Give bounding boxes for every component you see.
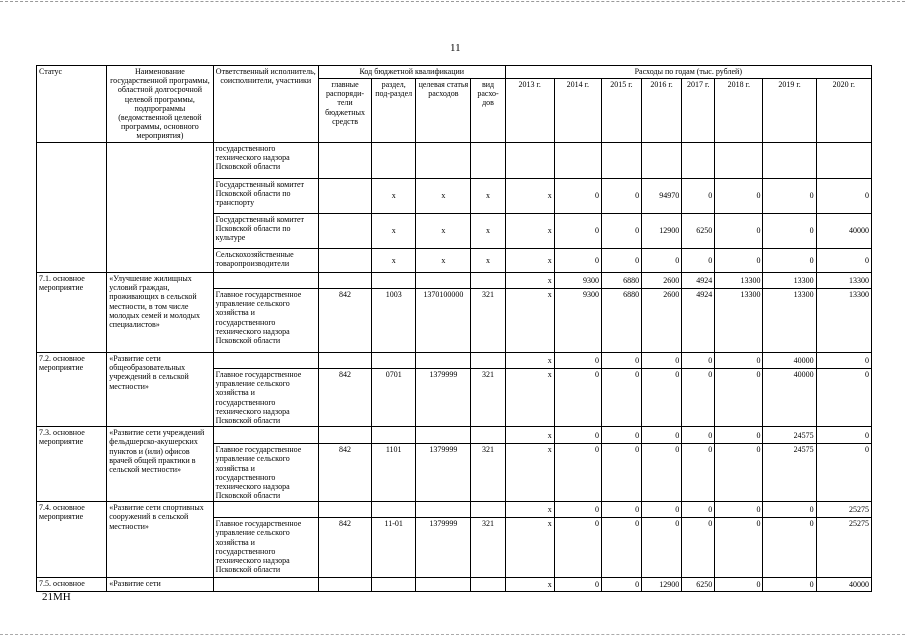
responsible-cell <box>213 502 318 518</box>
year-value-cell: 0 <box>554 214 601 249</box>
code-cell: 1379999 <box>416 369 471 427</box>
code-cell <box>318 179 371 214</box>
year-value-cell: x <box>505 502 554 518</box>
year-value-cell: 0 <box>715 353 763 369</box>
year-value-cell: 40000 <box>816 578 871 592</box>
year-value-cell: x <box>505 518 554 578</box>
year-value-cell: 0 <box>763 179 816 214</box>
code-cell <box>416 578 471 592</box>
year-value-cell: 0 <box>715 179 763 214</box>
code-cell: 1003 <box>372 289 416 353</box>
code-cell: x <box>416 179 471 214</box>
table-row <box>37 273 872 289</box>
year-value-cell: 13300 <box>816 273 871 289</box>
year-value-cell: 0 <box>816 179 871 214</box>
code-cell: x <box>471 214 505 249</box>
year-value-cell: 0 <box>816 444 871 502</box>
year-value-cell: 0 <box>763 249 816 273</box>
year-value-cell: 40000 <box>816 214 871 249</box>
code-cell: 0701 <box>372 369 416 427</box>
responsible-cell <box>213 427 318 444</box>
header-name: Наименование государственной программы, областной долгосрочной целевой программы, подпрограммы (ведомственной целевой программы, основного мероприятия) <box>107 66 213 143</box>
year-value-cell: 0 <box>554 369 601 427</box>
code-cell: 321 <box>471 518 505 578</box>
code-cell: 321 <box>471 289 505 353</box>
code-cell <box>372 353 416 369</box>
year-value-cell: 13300 <box>763 273 816 289</box>
code-cell: x <box>372 214 416 249</box>
table-row <box>37 427 872 444</box>
year-value-cell: 13300 <box>715 273 763 289</box>
name-cell: «Развитие сети <box>107 578 213 592</box>
year-value-cell: 0 <box>682 179 715 214</box>
document-code: 21МН <box>42 591 71 603</box>
year-value-cell: 6880 <box>601 289 641 353</box>
year-value-cell: x <box>505 578 554 592</box>
code-cell: x <box>416 214 471 249</box>
code-cell <box>318 214 371 249</box>
header-expenses-group: Расходы по годам (тыс. рублей) <box>505 66 871 79</box>
year-value-cell <box>554 143 601 179</box>
responsible-cell <box>213 353 318 369</box>
year-value-cell: 0 <box>554 353 601 369</box>
responsible-cell <box>213 273 318 289</box>
year-value-cell: x <box>505 249 554 273</box>
code-cell <box>318 353 371 369</box>
year-value-cell <box>816 143 871 179</box>
year-value-cell: 0 <box>601 502 641 518</box>
year-value-cell: 12900 <box>642 214 682 249</box>
responsible-cell: государственного технического надзора Псковской области <box>213 143 318 179</box>
year-value-cell: 0 <box>682 369 715 427</box>
year-value-cell <box>682 143 715 179</box>
year-value-cell: 24575 <box>763 444 816 502</box>
code-cell <box>471 273 505 289</box>
year-value-cell: 94970 <box>642 179 682 214</box>
code-cell <box>416 427 471 444</box>
year-value-cell: x <box>505 179 554 214</box>
year-value-cell: 0 <box>601 518 641 578</box>
code-cell <box>372 273 416 289</box>
year-value-cell: 0 <box>642 518 682 578</box>
code-cell: 842 <box>318 369 371 427</box>
table-row <box>37 353 872 369</box>
status-cell: 7.5. основное <box>37 578 107 592</box>
year-value-cell: 0 <box>715 444 763 502</box>
year-value-cell: 9300 <box>554 289 601 353</box>
year-value-cell: 0 <box>642 427 682 444</box>
code-cell <box>471 578 505 592</box>
year-value-cell: 0 <box>554 502 601 518</box>
year-value-cell: 0 <box>682 353 715 369</box>
code-cell: 842 <box>318 289 371 353</box>
year-value-cell: x <box>505 444 554 502</box>
header-code-group: Код бюджетной квалификации <box>318 66 505 79</box>
code-cell: 1379999 <box>416 444 471 502</box>
header-year: 2017 г. <box>682 79 715 143</box>
responsible-cell <box>213 578 318 592</box>
year-value-cell: 0 <box>601 179 641 214</box>
status-cell: 7.2. основное мероприятие <box>37 353 107 427</box>
code-cell: x <box>471 249 505 273</box>
year-value-cell: 25275 <box>816 518 871 578</box>
code-cell <box>372 427 416 444</box>
status-cell <box>37 143 107 273</box>
header-year: 2014 г. <box>554 79 601 143</box>
code-cell: x <box>372 249 416 273</box>
year-value-cell: 0 <box>763 502 816 518</box>
year-value-cell: 13300 <box>715 289 763 353</box>
header-year: 2016 г. <box>642 79 682 143</box>
name-cell: «Развитие сети общеобразовательных учреждений в сельской местности» <box>107 353 213 427</box>
year-value-cell: 6250 <box>682 578 715 592</box>
year-value-cell: 2600 <box>642 289 682 353</box>
code-cell <box>416 273 471 289</box>
name-cell: «Развитие сети учреждений фельдшерско-акушерских пунктов и (или) офисов врачей общей практики в сельской местности» <box>107 427 213 502</box>
responsible-cell: Главное государственное управление сельского хозяйства и государственного технического надзора Псковской области <box>213 444 318 502</box>
year-value-cell <box>601 143 641 179</box>
code-cell <box>372 578 416 592</box>
year-value-cell <box>505 143 554 179</box>
responsible-cell: Сельскохозяйственные товаропроизводители <box>213 249 318 273</box>
budget-table <box>36 65 872 592</box>
header-code-col: вид расхо-дов <box>471 79 505 143</box>
name-cell <box>107 143 213 273</box>
year-value-cell: 0 <box>642 444 682 502</box>
year-value-cell: 0 <box>715 518 763 578</box>
year-value-cell: 0 <box>601 214 641 249</box>
code-cell <box>471 427 505 444</box>
year-value-cell: 40000 <box>763 353 816 369</box>
year-value-cell <box>642 143 682 179</box>
code-cell: 842 <box>318 444 371 502</box>
code-cell <box>318 427 371 444</box>
table-row <box>37 578 872 592</box>
year-value-cell: 2600 <box>642 273 682 289</box>
year-value-cell: x <box>505 427 554 444</box>
year-value-cell: 0 <box>715 214 763 249</box>
year-value-cell: 0 <box>601 578 641 592</box>
name-cell: «Улучшение жилищных условий граждан, проживающих в сельской местности, в том числе молодых семей и молодых специалистов» <box>107 273 213 353</box>
year-value-cell: 0 <box>601 249 641 273</box>
year-value-cell: 0 <box>715 249 763 273</box>
year-value-cell: 0 <box>715 427 763 444</box>
year-value-cell: 13300 <box>816 289 871 353</box>
code-cell: 842 <box>318 518 371 578</box>
responsible-cell: Государственный комитет Псковской области по транспорту <box>213 179 318 214</box>
table-row <box>37 143 872 179</box>
year-value-cell <box>763 143 816 179</box>
code-cell: x <box>372 179 416 214</box>
year-value-cell: 0 <box>554 179 601 214</box>
year-value-cell: 0 <box>554 578 601 592</box>
code-cell <box>471 353 505 369</box>
year-value-cell: 0 <box>763 214 816 249</box>
year-value-cell: 24575 <box>763 427 816 444</box>
header-year: 2015 г. <box>601 79 641 143</box>
year-value-cell: 0 <box>682 249 715 273</box>
year-value-cell: 0 <box>554 427 601 444</box>
year-value-cell: 0 <box>763 518 816 578</box>
header-code-col: раздел, под-раздел <box>372 79 416 143</box>
header-responsible: Ответственный исполнитель, соисполнители, участники <box>213 66 318 143</box>
code-cell <box>471 143 505 179</box>
status-cell: 7.4. основное мероприятие <box>37 502 107 578</box>
code-cell <box>372 502 416 518</box>
year-value-cell: 9300 <box>554 273 601 289</box>
year-value-cell: 6250 <box>682 214 715 249</box>
year-value-cell: 13300 <box>763 289 816 353</box>
year-value-cell: 0 <box>715 578 763 592</box>
code-cell <box>318 273 371 289</box>
year-value-cell: x <box>505 273 554 289</box>
year-value-cell: 0 <box>715 369 763 427</box>
year-value-cell: 0 <box>715 502 763 518</box>
responsible-cell: Главное государственное управление сельского хозяйства и государственного технического надзора Псковской области <box>213 518 318 578</box>
code-cell <box>318 502 371 518</box>
year-value-cell: 12900 <box>642 578 682 592</box>
year-value-cell: 4924 <box>682 289 715 353</box>
year-value-cell: 0 <box>682 444 715 502</box>
year-value-cell: 0 <box>642 369 682 427</box>
year-value-cell: 0 <box>763 578 816 592</box>
year-value-cell: 0 <box>642 249 682 273</box>
year-value-cell: x <box>505 289 554 353</box>
code-cell <box>416 143 471 179</box>
name-cell: «Развитие сети спортивных сооружений в сельской местности» <box>107 502 213 578</box>
code-cell: 321 <box>471 444 505 502</box>
code-cell: 321 <box>471 369 505 427</box>
status-cell: 7.1. основное мероприятие <box>37 273 107 353</box>
year-value-cell: 0 <box>816 249 871 273</box>
code-cell <box>416 502 471 518</box>
year-value-cell: 6880 <box>601 273 641 289</box>
year-value-cell: 40000 <box>763 369 816 427</box>
code-cell: x <box>416 249 471 273</box>
code-cell: 1379999 <box>416 518 471 578</box>
year-value-cell: 0 <box>816 353 871 369</box>
code-cell: 1101 <box>372 444 416 502</box>
code-cell <box>372 143 416 179</box>
year-value-cell: 25275 <box>816 502 871 518</box>
header-year: 2018 г. <box>715 79 763 143</box>
header-code-col: целевая статья расходов <box>416 79 471 143</box>
year-value-cell: 0 <box>682 518 715 578</box>
year-value-cell: 4924 <box>682 273 715 289</box>
year-value-cell: 0 <box>682 502 715 518</box>
year-value-cell: 0 <box>816 369 871 427</box>
code-cell: 11-01 <box>372 518 416 578</box>
responsible-cell: Главное государственное управление сельского хозяйства и государственного технического надзора Псковской области <box>213 369 318 427</box>
scan-bottom-edge <box>0 634 905 635</box>
code-cell <box>471 502 505 518</box>
code-cell: x <box>471 179 505 214</box>
header-code-col: главные распоряди-тели бюджетных средств <box>318 79 371 143</box>
year-value-cell: 0 <box>601 444 641 502</box>
year-value-cell: 0 <box>554 249 601 273</box>
year-value-cell <box>715 143 763 179</box>
year-value-cell: 0 <box>642 353 682 369</box>
year-value-cell: x <box>505 369 554 427</box>
year-value-cell: 0 <box>601 427 641 444</box>
code-cell: 1370100000 <box>416 289 471 353</box>
header-status: Статус <box>37 66 107 143</box>
year-value-cell: 0 <box>642 502 682 518</box>
responsible-cell: Главное государственное управление сельского хозяйства и государственного технического надзора Псковской области <box>213 289 318 353</box>
code-cell <box>318 578 371 592</box>
header-year: 2013 г. <box>505 79 554 143</box>
year-value-cell: 0 <box>554 444 601 502</box>
code-cell <box>318 249 371 273</box>
year-value-cell: 0 <box>601 353 641 369</box>
code-cell <box>416 353 471 369</box>
year-value-cell: 0 <box>601 369 641 427</box>
header-year: 2019 г. <box>763 79 816 143</box>
code-cell <box>318 143 371 179</box>
year-value-cell: 0 <box>682 427 715 444</box>
header-year: 2020 г. <box>816 79 871 143</box>
status-cell: 7.3. основное мероприятие <box>37 427 107 502</box>
year-value-cell: x <box>505 353 554 369</box>
year-value-cell: 0 <box>554 518 601 578</box>
year-value-cell: 0 <box>816 427 871 444</box>
scan-top-edge <box>0 1 905 2</box>
page-number: 11 <box>450 42 461 54</box>
responsible-cell: Государственный комитет Псковской области по культуре <box>213 214 318 249</box>
table-row <box>37 502 872 518</box>
year-value-cell: x <box>505 214 554 249</box>
